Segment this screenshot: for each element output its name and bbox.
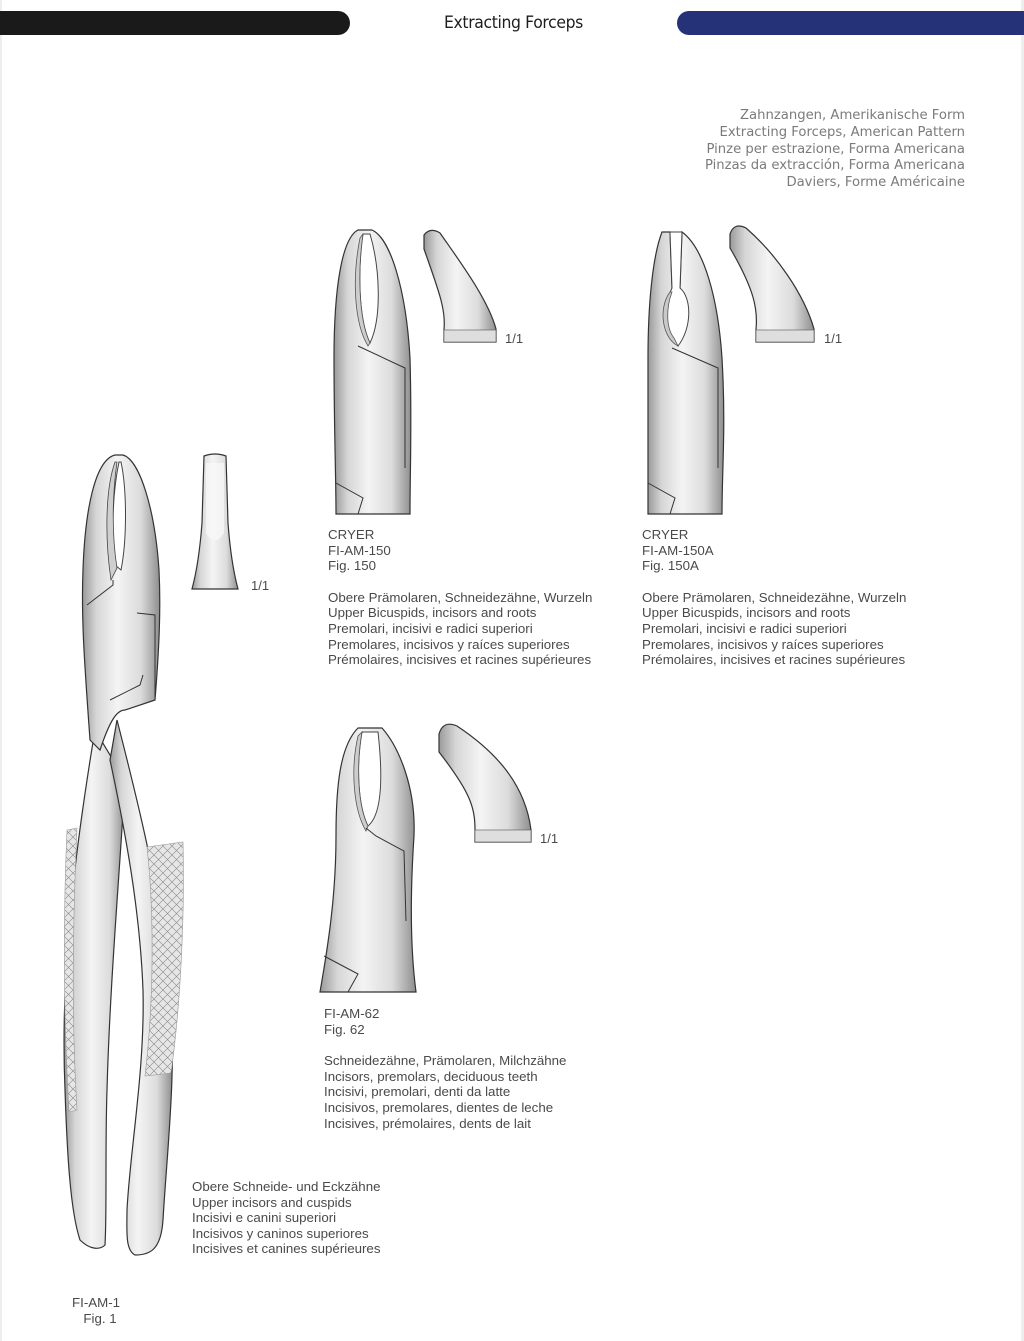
fig62-text	[324, 1006, 566, 1131]
fig1-code-block	[72, 1295, 120, 1326]
header-bar-left	[0, 11, 350, 35]
product-code: FI-AM-62	[324, 1006, 380, 1021]
description-de: Schneidezähne, Prämolaren, Milchzähne	[324, 1053, 567, 1069]
description-fr: Prémolaires, incisives et racines supérieures	[328, 652, 592, 668]
description-fr: Incisives et canines supérieures	[192, 1241, 381, 1257]
figure-number: Fig. 150A	[642, 558, 699, 574]
subtitle-line-en: Extracting Forceps, American Pattern	[719, 124, 965, 140]
description-es: Incisivos, premolares, dientes de leche	[324, 1099, 554, 1115]
description-de: Obere Prämolaren, Schneidezähne, Wurzeln	[328, 589, 593, 605]
product-name: CRYER	[328, 527, 375, 542]
description-it: Premolari, incisivi e radici superiori	[642, 620, 847, 636]
scale-label-fig1: 1/1	[251, 578, 270, 593]
product-code: FI-AM-150	[328, 542, 391, 558]
scale-label-fig150: 1/1	[505, 331, 524, 346]
description-fr: Prémolaires, incisives et racines supérieures	[642, 652, 906, 668]
description-fr: Incisives, prémolaires, dents de lait	[324, 1115, 531, 1131]
subtitle-line-fr: Daviers, Forme Américaine	[786, 175, 965, 191]
figure-number: Fig. 150	[328, 558, 377, 574]
figure-number: Fig. 1	[83, 1310, 117, 1326]
page-title: Extracting Forceps	[444, 13, 583, 33]
subtitle-line-es: Pinzas da extracción, Forma Americana	[704, 158, 965, 174]
description-en: Incisors, premolars, deciduous teeth	[324, 1068, 538, 1084]
forceps-fig1-illustration	[55, 450, 185, 1270]
subtitle-line-it: Pinze per estrazione, Forma Americana	[706, 141, 965, 157]
fig150-text	[328, 527, 592, 668]
fig1-description	[192, 1179, 381, 1257]
forceps-fig150a-illustration	[644, 228, 729, 516]
description-it: Incisivi, premolari, denti da latte	[324, 1084, 511, 1100]
forceps-fig62-illustration	[318, 726, 418, 994]
fig150a-text	[642, 527, 906, 668]
description-de: Obere Schneide- und Eckzähne	[192, 1179, 381, 1194]
catalog-subtitle	[705, 108, 965, 192]
description-es: Premolares, incisivos y raíces superiores	[642, 636, 884, 652]
figure-number: Fig. 62	[324, 1021, 365, 1037]
description-en: Upper Bicuspids, incisors and roots	[642, 605, 851, 621]
product-name: CRYER	[642, 527, 689, 542]
description-en: Upper Bicuspids, incisors and roots	[328, 605, 537, 621]
description-it: Incisivi e canini superiori	[192, 1210, 337, 1226]
scale-label-fig62: 1/1	[540, 831, 559, 846]
forceps-fig62-tip-detail	[435, 722, 535, 844]
description-de: Obere Prämolaren, Schneidezähne, Wurzeln	[642, 589, 907, 605]
forceps-fig150-tip-detail	[418, 229, 500, 344]
header-bar-right	[677, 11, 1024, 35]
description-en: Upper incisors and cuspids	[192, 1194, 352, 1210]
forceps-fig150a-tip-detail	[726, 224, 818, 344]
scale-label-fig150a: 1/1	[824, 331, 843, 346]
product-code: FI-AM-150A	[642, 542, 714, 558]
product-code: FI-AM-1	[72, 1295, 121, 1310]
subtitle-line-de: Zahnzangen, Amerikanische Form	[740, 108, 965, 123]
description-es: Premolares, incisivos y raíces superiores	[328, 636, 570, 652]
forceps-fig1-tip-detail	[190, 453, 240, 591]
forceps-fig150-illustration	[330, 228, 415, 516]
description-it: Premolari, incisivi e radici superiori	[328, 620, 533, 636]
description-es: Incisivos y caninos superiores	[192, 1225, 369, 1241]
